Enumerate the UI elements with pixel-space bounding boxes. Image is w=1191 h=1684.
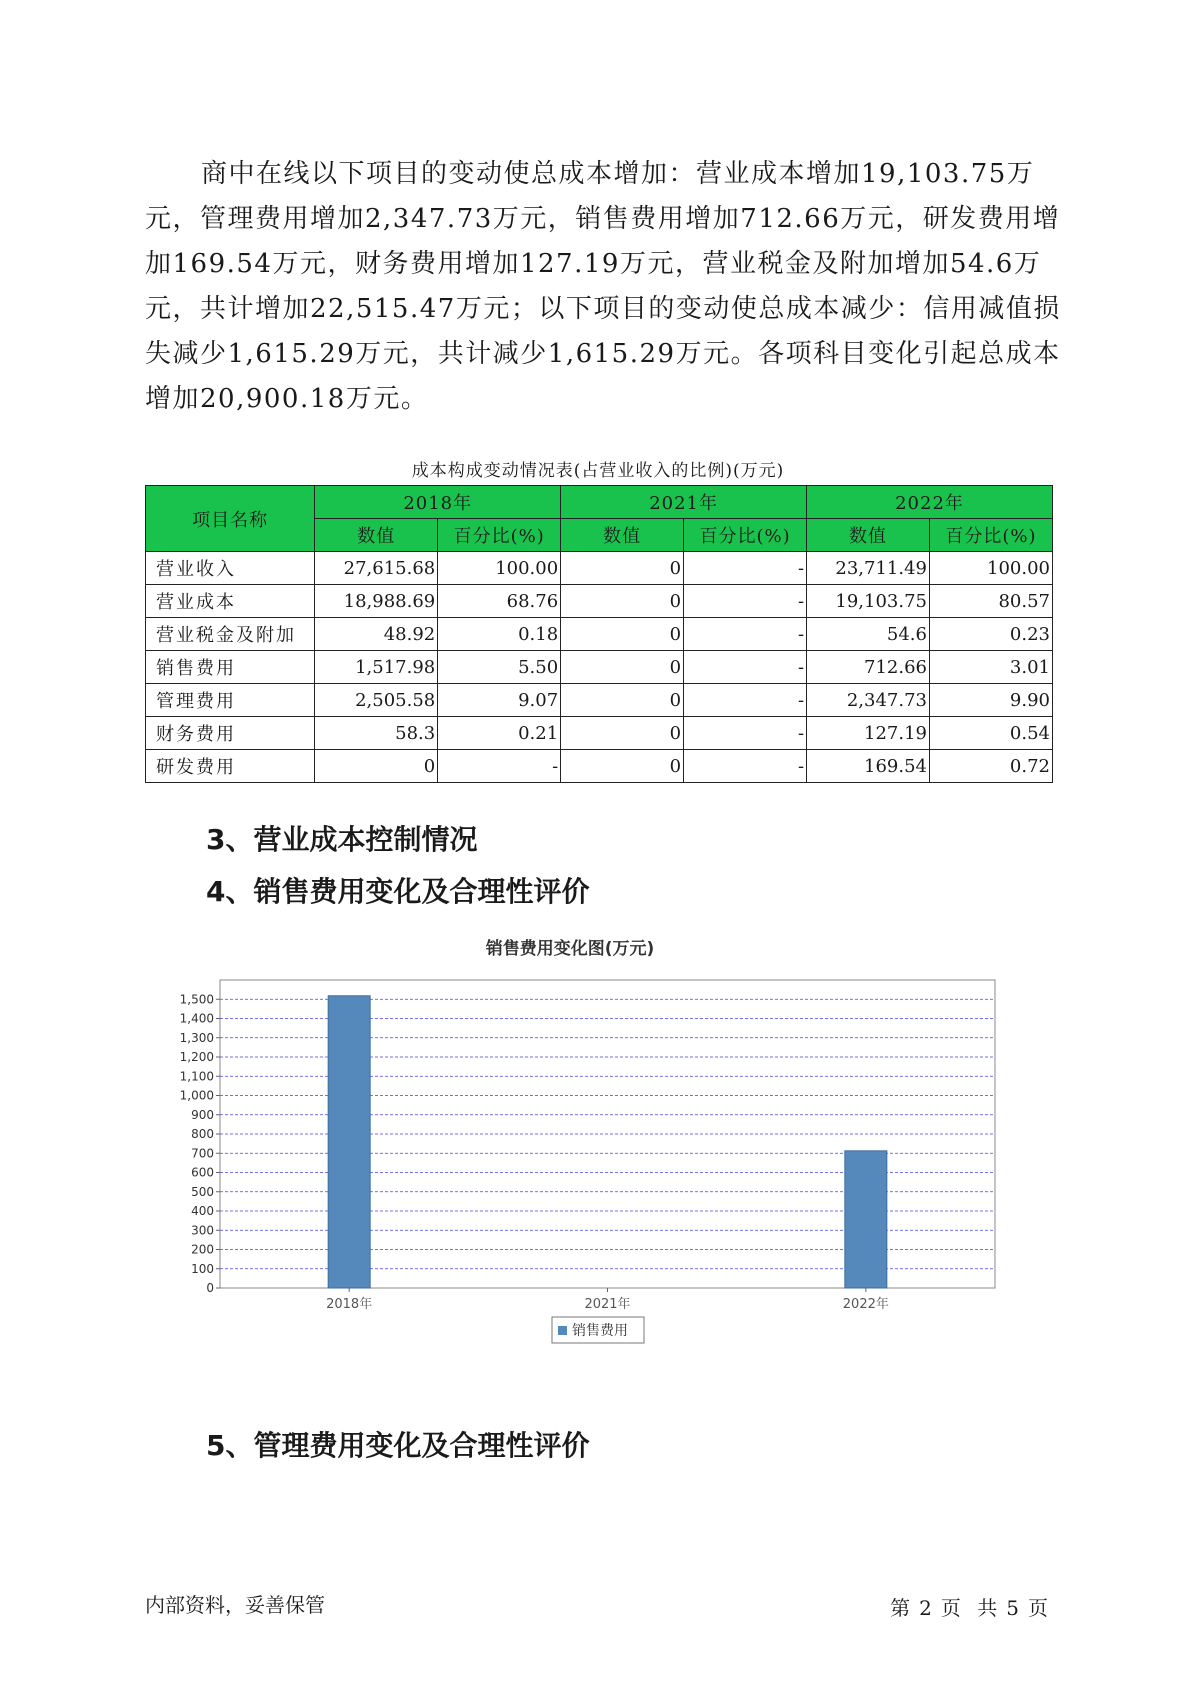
header-year-2022: 2022年: [807, 486, 1053, 519]
y-tick-label: 500: [191, 1184, 214, 1199]
total-num: 5: [1006, 1596, 1020, 1620]
total-prefix: 共: [977, 1596, 999, 1620]
cell-value: 2,347.73: [807, 684, 930, 717]
table-row: [146, 552, 1053, 585]
page-unit: 页: [940, 1596, 962, 1620]
header-value: 数值: [315, 519, 438, 552]
cell-percent: 68.76: [438, 585, 561, 618]
cell-value: 18,988.69: [315, 585, 438, 618]
cell-value: 0: [561, 618, 684, 651]
y-tick-label: 100: [191, 1261, 214, 1276]
chart-title: 销售费用变化图(万元): [485, 939, 655, 959]
cell-value: 169.54: [807, 750, 930, 783]
row-name: 销售费用: [146, 651, 315, 684]
heading-sales-expense: 4、销售费用变化及合理性评价: [206, 875, 590, 908]
cell-value: 54.6: [807, 618, 930, 651]
header-item-name: 项目名称: [146, 486, 315, 552]
header-year-2021: 2021年: [561, 486, 807, 519]
cell-value: 2,505.58: [315, 684, 438, 717]
y-tick-label: 1,000: [179, 1088, 214, 1103]
summary-paragraph: 商中在线以下项目的变动使总成本增加：营业成本增加19,103.75万元，管理费用增加2,347.73万元，销售费用增加712.66万元，研发费用增加169.54万元，财务费用增加127.19万元，营业税金及附加增加54.6万元，共计增加22,515.47万元；以下项目的变动使总成本减少：信用减值损失减少1,615.29万元，共计减少1,615.29万元。各项科目变化引起总成本增加20,900.18万元。: [145, 159, 1061, 414]
sales-expense-chart: [160, 930, 1020, 1400]
cell-value: 23,711.49: [807, 552, 930, 585]
cell-percent: -: [684, 717, 807, 750]
y-tick-label: 700: [191, 1146, 214, 1161]
cell-value: 0: [561, 717, 684, 750]
table-row: [146, 717, 1053, 750]
header-value: 数值: [807, 519, 930, 552]
heading-cost-control: 3、营业成本控制情况: [206, 823, 478, 856]
cell-percent: -: [684, 684, 807, 717]
table-row: [146, 684, 1053, 717]
total-unit: 页: [1028, 1596, 1049, 1620]
cell-value: 0: [315, 750, 438, 783]
page-prefix: 第: [890, 1596, 912, 1620]
cell-value: 0: [561, 552, 684, 585]
cell-value: 0: [561, 684, 684, 717]
cell-value: 27,615.68: [315, 552, 438, 585]
cell-value: 127.19: [807, 717, 930, 750]
header-percent: 百分比(%): [438, 519, 561, 552]
heading-admin-expense: 5、管理费用变化及合理性评价: [206, 1429, 590, 1462]
row-name: 管理费用: [146, 684, 315, 717]
header-percent: 百分比(%): [929, 519, 1052, 552]
table-row: [146, 618, 1053, 651]
row-name: 研发费用: [146, 750, 315, 783]
cell-percent: 0.72: [929, 750, 1052, 783]
table-row: [146, 750, 1053, 783]
cell-percent: 0.54: [929, 717, 1052, 750]
y-tick-label: 400: [191, 1204, 214, 1218]
cell-value: 58.3: [315, 717, 438, 750]
x-tick-label: 2021年: [584, 1297, 631, 1312]
y-tick-label: 900: [191, 1107, 214, 1122]
cell-percent: -: [684, 750, 807, 783]
cell-value: 0: [561, 585, 684, 618]
footer-confidential: 内部资料，妥善保管: [145, 1593, 325, 1617]
cell-percent: 80.57: [929, 585, 1052, 618]
x-tick-label: 2022年: [842, 1297, 889, 1312]
cell-percent: 0.18: [438, 618, 561, 651]
footer-page-number: [886, 1592, 1053, 1621]
cell-value: 0: [561, 651, 684, 684]
cell-percent: 9.90: [929, 684, 1052, 717]
y-tick-label: 200: [191, 1242, 214, 1257]
cell-percent: -: [684, 651, 807, 684]
cell-percent: 5.50: [438, 651, 561, 684]
cell-percent: 100.00: [438, 552, 561, 585]
cell-value: 0: [561, 750, 684, 783]
cell-percent: -: [438, 750, 561, 783]
y-tick-label: 1,100: [179, 1069, 214, 1084]
y-tick-label: 0: [206, 1281, 214, 1295]
y-tick-label: 300: [191, 1223, 214, 1238]
y-tick-label: 1,200: [179, 1050, 214, 1064]
cell-percent: -: [684, 585, 807, 618]
cell-percent: 100.00: [929, 552, 1052, 585]
table-row: [146, 585, 1053, 618]
y-tick-label: 1,300: [179, 1030, 214, 1045]
y-tick-label: 1,400: [179, 1011, 214, 1026]
cell-percent: 0.21: [438, 717, 561, 750]
header-value: 数值: [561, 519, 684, 552]
table-row: [146, 651, 1053, 684]
page-num: 2: [919, 1596, 933, 1620]
table-caption: 成本构成变动情况表(占营业收入的比例)(万元): [411, 461, 785, 481]
cell-percent: -: [684, 552, 807, 585]
x-tick-label: 2018年: [326, 1297, 373, 1312]
row-name: 营业收入: [146, 552, 315, 585]
cell-value: 48.92: [315, 618, 438, 651]
legend-label: 销售费用: [572, 1323, 628, 1339]
cell-percent: -: [684, 618, 807, 651]
header-year-2018: 2018年: [315, 486, 561, 519]
cell-percent: 3.01: [929, 651, 1052, 684]
cell-percent: 0.23: [929, 618, 1052, 651]
y-tick-label: 1,500: [179, 992, 214, 1007]
cell-value: 1,517.98: [315, 651, 438, 684]
cell-value: 19,103.75: [807, 585, 930, 618]
y-tick-label: 600: [191, 1165, 214, 1180]
bar-2018年: [328, 996, 370, 1288]
row-name: 营业成本: [146, 585, 315, 618]
cell-value: 712.66: [807, 651, 930, 684]
legend-swatch: [558, 1326, 567, 1335]
header-percent: 百分比(%): [684, 519, 807, 552]
cost-structure-table: [145, 485, 1053, 783]
y-tick-label: 800: [191, 1127, 214, 1141]
cell-percent: 9.07: [438, 684, 561, 717]
row-name: 营业税金及附加: [146, 618, 315, 651]
bar-2022年: [845, 1151, 887, 1288]
row-name: 财务费用: [146, 717, 315, 750]
